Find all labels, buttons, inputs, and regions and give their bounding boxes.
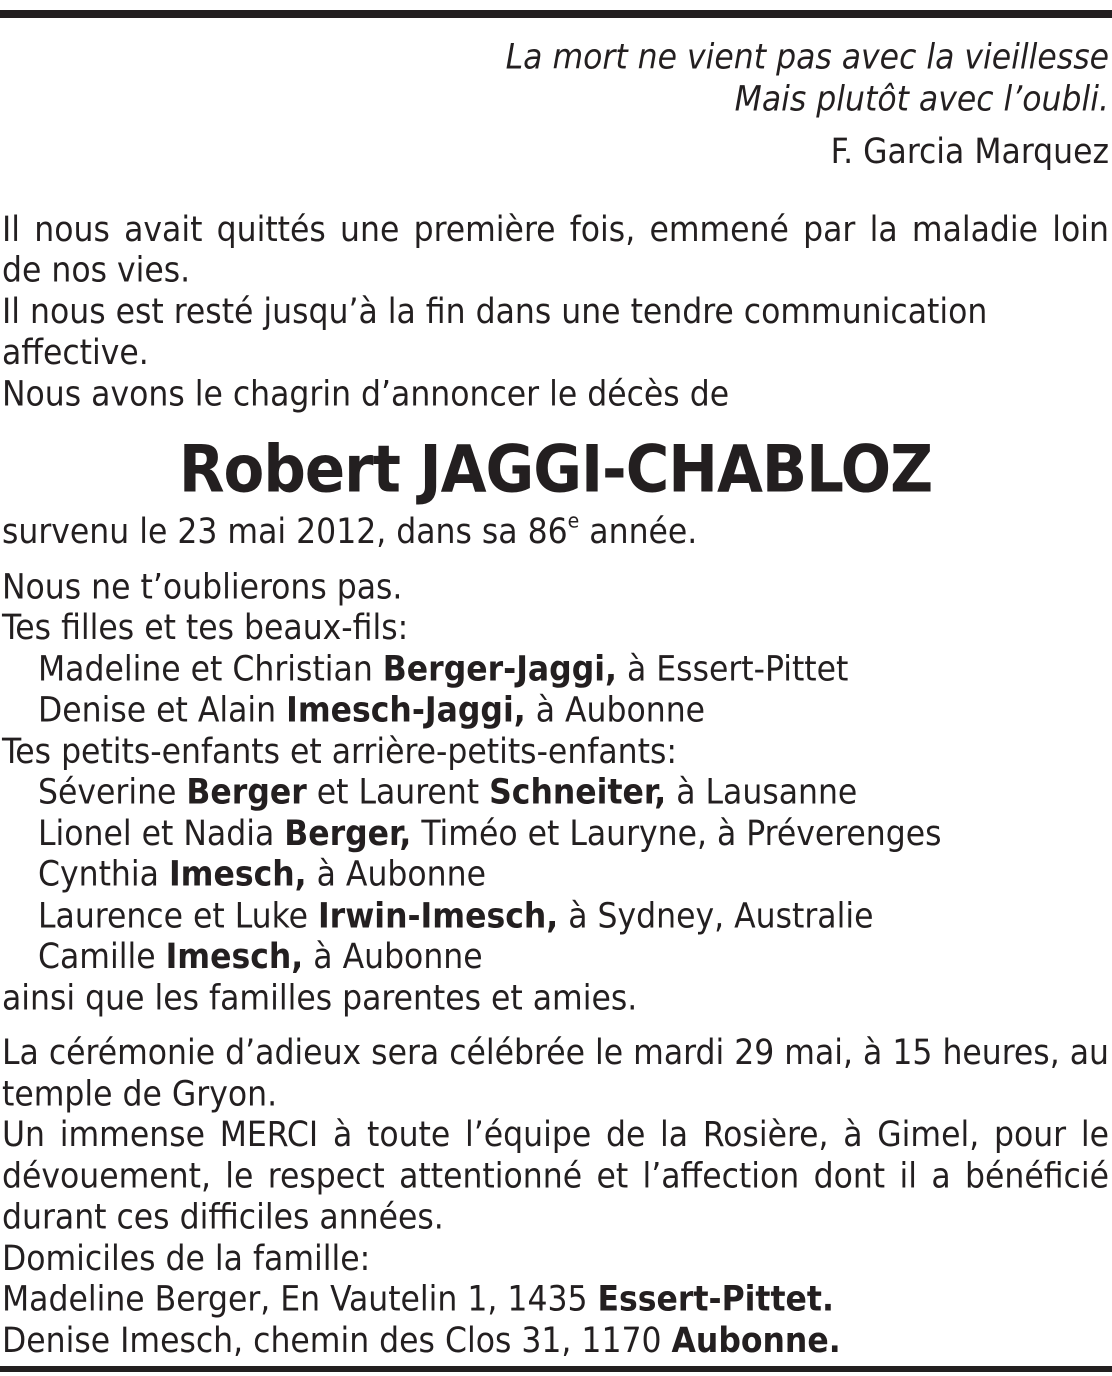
entry-surname: Berger <box>186 772 307 813</box>
domiciles-heading: Domiciles de la famille: <box>2 1238 371 1279</box>
entry-surname: Berger-Jaggi, <box>382 649 617 690</box>
daughters-heading: Tes filles et tes beaux-fils: <box>2 608 409 649</box>
family-closing: ainsi que les familles parentes et amies. <box>2 978 638 1018</box>
death-date <box>2 508 1109 553</box>
bottom-rule <box>0 1366 1112 1372</box>
address-street: Madeline Berger, En Vautelin 1, 1435 <box>2 1279 598 1320</box>
entry-surname: Imesch-Jaggi, <box>286 690 526 731</box>
entry-surname: Imesch, <box>165 937 304 977</box>
family-entry <box>2 814 1109 855</box>
entry-location: à Aubonne <box>303 937 483 977</box>
domicile-address <box>2 1321 1109 1362</box>
entry-first-names: Cynthia <box>38 854 169 895</box>
epigraph <box>2 38 1109 120</box>
intro-paragraph-1: Il nous avait quittés une première fois, emmené par la maladie loin de nos vies. <box>2 209 1109 291</box>
top-rule <box>0 10 1112 18</box>
thanks-paragraph: Un immense MERCI à toute l’équipe de la Rosière, à Gimel, pour le dévouement, le respect attentionné et l’affection dont il a bénéficié durant ces difficiles années. <box>2 1115 1109 1238</box>
entry-first-names: Laurence et Luke <box>38 896 318 936</box>
family-section <box>2 567 1109 1019</box>
family-entry <box>2 855 1109 896</box>
death-date-text: survenu le 23 mai 2012, dans sa 86 <box>2 512 568 552</box>
entry-location: Timéo et Lauryne, à Préverenges <box>411 813 942 854</box>
entry-first-names: Denise et Alain <box>38 690 287 731</box>
entry-first-names: Séverine <box>38 772 187 813</box>
grandchildren-heading: Tes petits-enfants et arrière-petits-enfants: <box>2 731 677 772</box>
entry-location: à Lausanne <box>666 772 858 813</box>
entry-surname: Schneiter, <box>489 772 667 813</box>
domicile-address <box>2 1280 1109 1321</box>
entry-location: à Aubonne <box>525 690 706 731</box>
family-entry <box>2 773 1109 814</box>
entry-location: à Essert-Pittet <box>616 649 849 690</box>
entry-first-names: Lionel et Nadia <box>38 813 285 854</box>
entry-partner: et Laurent <box>306 772 490 813</box>
death-date-end: année. <box>579 512 698 552</box>
entry-location: à Aubonne <box>306 854 486 895</box>
epigraph-author: F. Garcia Marquez <box>830 132 1109 172</box>
intro-paragraph-3: Nous avons le chagrin d’annoncer le décès de <box>2 374 730 414</box>
family-opening: Nous ne t’oublierons pas. <box>2 567 403 607</box>
family-entry <box>2 691 1109 732</box>
entry-surname: Berger, <box>284 813 412 854</box>
intro <box>2 210 1109 415</box>
entry-location: à Sydney, Australie <box>558 896 874 936</box>
entry-first-names: Camille <box>38 937 166 977</box>
ceremony-paragraph: La cérémonie d’adieux sera célébrée le mardi 29 mai, à 15 heures, au temple de Gryon. <box>2 1033 1109 1114</box>
deceased-name: Robert JAGGI-CHABLOZ <box>178 431 933 508</box>
family-entry <box>2 937 1109 978</box>
family-entry <box>2 649 1109 690</box>
family-entry <box>2 896 1109 937</box>
intro-paragraph-2: Il nous est resté jusqu’à la fin dans une tendre communication affective. <box>2 292 988 373</box>
entry-surname: Imesch, <box>168 854 307 895</box>
epigraph-line-2: Mais plutôt avec l’oubli. <box>734 79 1109 119</box>
entry-surname: Irwin-Imesch, <box>317 896 559 936</box>
epigraph-line-1: La mort ne vient pas avec la vieillesse <box>505 38 1109 78</box>
obituary-body <box>2 38 1109 1362</box>
address-town: Aubonne. <box>671 1320 841 1361</box>
ceremony-section <box>2 1033 1109 1362</box>
address-street: Denise Imesch, chemin des Clos 31, 1170 <box>2 1320 672 1361</box>
ordinal-suffix: e <box>567 508 580 533</box>
address-town: Essert-Pittet. <box>597 1279 834 1320</box>
entry-first-names: Madeline et Christian <box>38 649 383 690</box>
